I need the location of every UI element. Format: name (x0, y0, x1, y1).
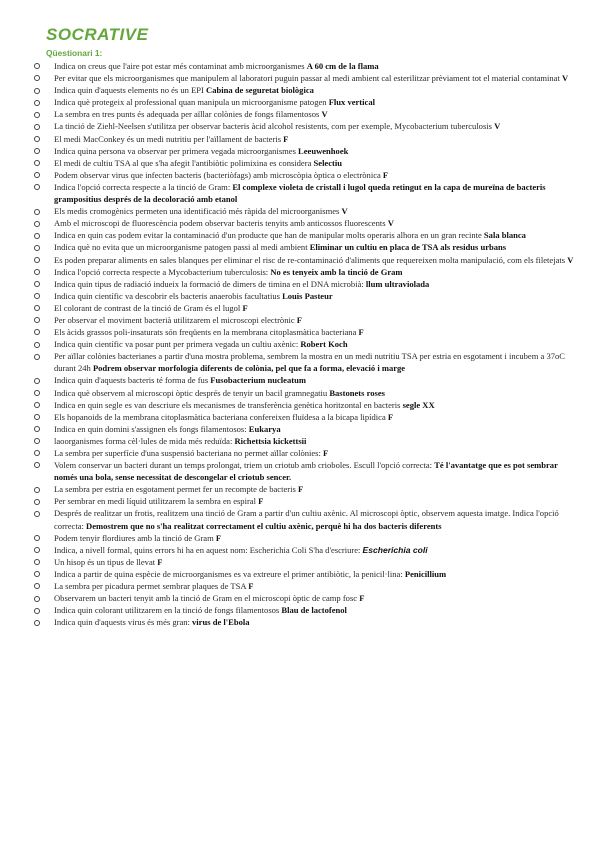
question-item (34, 350, 576, 374)
question-item (34, 157, 576, 169)
question-text: Per sembrar en medi líquid utilitzarem la sembra en espiral (54, 496, 259, 507)
answer-text: Bastonets roses (329, 387, 385, 398)
question-item (34, 459, 576, 483)
question-item (34, 72, 576, 84)
question-text: Després de realitzar un frotis, realitzem una tinció de Gram a partir d'un cultiu axènic. Al microscopi òptic, observem aquesta imatge. Indica l'opció correcta: (54, 508, 559, 531)
document-subtitle: Qüestionari 1: (46, 48, 103, 58)
question-item (34, 254, 576, 266)
question-text: Indica quin d'aquests bacteris té forma de fus (54, 375, 211, 386)
question-item (34, 229, 576, 241)
question-item (34, 399, 576, 411)
answer-text: Eliminar un cultiu en placa de TSA als residus urbans (309, 242, 507, 253)
question-item (34, 205, 576, 217)
question-text: Indica quin colorant utilitzarem en la tinció de fongs filamentosos (54, 605, 282, 616)
answer-text: F (242, 302, 248, 313)
question-text: laoorganismes forma cèl·lules de mida més reduïda: (54, 435, 235, 446)
question-item (34, 278, 576, 290)
question-item (34, 411, 576, 423)
question-item (34, 544, 576, 556)
question-item (34, 241, 576, 253)
question-text: El medi de cultiu TSA al que s'ha afegit l'antibiòtic polimixina es considera (54, 157, 314, 168)
question-text: El medi MacConkey és un medi nutritiu per l'aïllament de bacteris (54, 133, 284, 144)
question-item (34, 326, 576, 338)
answer-text: V (321, 109, 328, 120)
question-item (34, 145, 576, 157)
question-text: Indica en quin segle es van descriure els mecanismes de transferència genètica horitzontal en bacteris (54, 399, 403, 410)
answer-text: Louis Pasteur (282, 290, 333, 301)
question-item (34, 616, 576, 628)
answer-text: A 60 cm de la flama (306, 61, 379, 71)
question-text: Indica, a nivell formal, quins errors hi ha en aquest nom: Escherichia Coli S'ha d'escriure: (54, 544, 363, 555)
answer-text: Leeuwenhoek (298, 145, 349, 156)
question-text: Indica què protegeix al professional quan manipula un microorganisme patogen (54, 97, 329, 108)
answer-text: Penicillium (404, 568, 447, 579)
question-text: La sembra per estria en esgotament permet fer un recompte de bacteris (54, 484, 298, 495)
question-text: Podem observar virus que infecten bacteris (bacteriòfags) amb microscòpia òptica o electrònica (54, 169, 383, 180)
question-text: Els medis cromogènics permeten una identificació més ràpida del microorganismes (54, 206, 342, 217)
answer-text: F (215, 532, 222, 543)
answer-text: F (283, 133, 289, 144)
question-item (34, 290, 576, 302)
question-text: El colorant de contrast de la tinció de Gram és el lugol (54, 302, 243, 313)
question-item (34, 120, 576, 132)
answer-text: F (296, 314, 303, 325)
question-text: Indica quin científic va posar punt per primera vegada un cultiu axènic: (54, 339, 301, 350)
question-text: Indica què observem al microscopi òptic després de tenyir un bacil gramnegatiu (54, 387, 330, 398)
answer-text: F (323, 448, 329, 458)
question-text: Els hopanoids de la membrana citoplasmàtica bacteriana confereixen fluïdesa a la bicapa lipídica (54, 411, 388, 422)
answer-text: Blau de lactofenol (281, 605, 347, 616)
answer-text: F (157, 556, 163, 567)
answer-text: V (387, 218, 394, 229)
answer-text: Robert Koch (300, 339, 348, 350)
question-text: Indica l'opció correcta respecte a la tinció de Gram: (54, 181, 233, 192)
answer-text: V (561, 73, 569, 84)
answer-text: virus de l'Ebola (192, 617, 250, 628)
answer-text: F (359, 593, 365, 604)
question-text: La tinció de Ziehl-Neelsen s'utilitza per observar bacteris àcid alcohol resistents, com per exemple, Mycobacterium tuberculosis (54, 121, 495, 132)
answer-text: V (341, 206, 348, 217)
question-text: Indica en quin domini s'assignen els fongs filamentosos: (54, 423, 249, 434)
question-item (34, 592, 576, 604)
question-item (34, 302, 576, 314)
answer-text: Selectiu (313, 157, 342, 168)
question-item (34, 169, 576, 181)
question-item (34, 266, 576, 278)
question-text: La sembra per superfície d'una suspensió bacteriana no permet aïllar colònies: (54, 448, 324, 458)
answer-text: Flux vertical (328, 97, 375, 108)
answer-text: segle XX (402, 399, 435, 410)
question-item (34, 495, 576, 507)
question-text: Indica quin tipus de radiació indueix la formació de dimers de timina en el DNA microbià: (54, 278, 366, 289)
question-item (34, 217, 576, 229)
answer-text: Richettsia kickettsii (234, 435, 307, 446)
question-text: Indica l'opció correcta respecte a Mycobacterium tuberculosis: (54, 266, 271, 277)
question-text: Per aïllar colònies bacterianes a partir d'una mostra problema, sembrem la mostra en un medi nutritiu TSA per estria en esgotament i incubem a 37oC durant 24h (54, 351, 565, 374)
question-item (34, 568, 576, 580)
question-text: Es poden preparar aliments en sales blanques per eliminar el risc de re-contaminació d'aliments que requereixen molta manipulació, com els filetejats (54, 254, 568, 265)
answer-text: F (258, 496, 264, 507)
question-text: Indica en quin cas podem evitar la contaminació d'un producte que han de manipular molts operaris alhora en un gran recinte (54, 230, 484, 241)
answer-text: F (382, 169, 389, 180)
document-title: SOCRATIVE (46, 25, 149, 44)
answer-text: F (248, 581, 254, 592)
question-text: Per observar el moviment bacterià utilitzarem el microscopi electrònic (54, 314, 297, 325)
answer-text: llum ultraviolada (365, 278, 430, 289)
question-item (34, 374, 576, 386)
answer-text: Escherichia coli (362, 544, 428, 555)
answer-text: Demostrem que no s'ha realitzat correctament el cultiu axènic, perquè hi ha dos bacteris diferents (86, 520, 442, 531)
question-text: La sembra en tres punts és adequada per aïllar colònies de fongs filamentosos (54, 109, 322, 120)
question-text: Indica quin científic va descobrir els bacteris anaerobis facultatius (54, 290, 283, 301)
question-text: Indica quin d'aquests virus és més gran: (54, 617, 193, 628)
question-item (34, 580, 576, 592)
question-item (34, 96, 576, 108)
answer-text: Eukarya (248, 423, 281, 434)
answer-text: V (494, 121, 501, 132)
question-text: Indica quin d'aquests elements no és un EPI (54, 85, 207, 96)
question-text: Indica on creus que l'aire pot estar més contaminat amb microorganismes (54, 61, 307, 71)
answer-text: V (567, 254, 574, 265)
question-text: Podem tenyir flordiures amb la tinció de Gram (54, 532, 216, 543)
question-item (34, 133, 576, 145)
question-item (34, 60, 576, 72)
question-text: La sembra per picadura permet sembrar plaques de TSA (54, 581, 249, 592)
answer-text: Cabina de seguretat biològica (206, 85, 314, 96)
question-text: Volem conservar un bacteri durant un temps prolongat, triem un criotub amb crioboles. Escull l'opció correcta: (54, 460, 435, 471)
answer-text: El complexe violeta de cristall i lugol queda retingut en la capa de mureïna de bacteris grampositius després de la decoloració amb etanol (54, 181, 546, 205)
answer-text: Té l'avantatge que es pot sembrar només una bola, sense necessitat de descongelar el criotub sencer. (54, 460, 558, 483)
question-item (34, 84, 576, 96)
question-item (34, 556, 576, 568)
question-text: Observarem un bacteri tenyit amb la tinció de Gram en el microscopi òptic de camp fosc (54, 593, 360, 604)
question-item (34, 423, 576, 435)
question-item (34, 604, 576, 616)
question-text: Indica què no evita que un microorganisme patogen passi al medi ambient (54, 242, 310, 253)
answer-text: F (297, 484, 304, 495)
question-item (34, 387, 576, 399)
question-item (34, 483, 576, 495)
question-item (34, 447, 576, 459)
answer-text: No es tenyeix amb la tinció de Gram (270, 266, 403, 277)
answer-text: F (387, 411, 394, 422)
question-text: Per evitar que els microorganismes que manipulem al laboratori puguin passar al medi ambient cal esterilitzar prèviament tot el material contaminat (54, 73, 562, 84)
question-item (34, 532, 576, 544)
question-item (34, 314, 576, 326)
question-item (34, 181, 576, 205)
question-item (34, 108, 576, 120)
question-text: Amb el microscopi de fluorescència podem observar bacteris tenyits amb anticossos fluorescents (54, 218, 388, 229)
question-text: Els àcids grassos poli-insaturats són freqüents en la membrana citoplasmàtica bacteriana (54, 327, 359, 338)
answer-text: Fusobacterium nucleatum (210, 375, 306, 386)
question-text: Un hisop és un tipus de llevat (54, 556, 158, 567)
question-list (34, 60, 576, 628)
question-item (34, 507, 576, 531)
answer-text: Podrem observar morfologia diferents de colònia, pel que fa a forma, elevació i marge (92, 363, 406, 374)
answer-text: F (358, 327, 364, 338)
question-text: Indica a partir de quina espècie de microorganismes es va extreure el primer antibiòtic, la penicil·lina: (54, 568, 405, 579)
question-item (34, 435, 576, 447)
question-item (34, 338, 576, 350)
question-text: Indica quina persona va observar per primera vegada microorganismes (54, 145, 299, 156)
answer-text: Sala blanca (483, 230, 526, 241)
